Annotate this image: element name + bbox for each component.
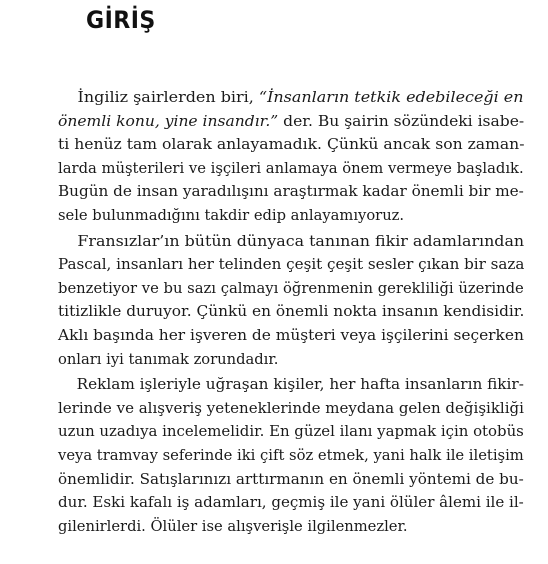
text-line: Aklı başında her işveren de müşteri veya işçilerini seçerken <box>58 326 524 344</box>
text-line: lerinde ve alışveriş yeteneklerinde meydana gelen değişikliği <box>58 399 524 417</box>
text-line: gilenirlerdi. Ölüler ise alışverişle ilgilenmezler. <box>58 517 408 535</box>
text-line: Bugün de insan yaradılışını araştırmak kadar önemli bir me- <box>58 183 524 201</box>
text-line <box>58 86 544 110</box>
text-line: sele bulunmadığını takdir edip anlayamıyoruz. <box>58 206 405 224</box>
text-line: onları iyi tanımak zorundadır. <box>58 350 279 368</box>
line-text: der. Bu şairin sözündeki isabe- <box>278 112 525 130</box>
paragraph-2 <box>58 230 524 372</box>
text-line: dur. Eski kafalı iş adamları, geçmiş ile yani ölüler âlemi ile il- <box>58 494 524 512</box>
paragraph-3 <box>58 373 524 538</box>
text-line: larda müşterileri ve işçileri anlamaya önem vermeye başladık. <box>58 159 524 177</box>
text-line: Reklam işleriyle uğraşan kişiler, her hafta insanların fikir- <box>76 376 524 394</box>
line-text: İngiliz şairlerden biri, <box>77 89 259 106</box>
text-line <box>58 110 524 134</box>
text-line: önemlidir. Satışlarınızı arttırmanın en önemli yöntemi de bu- <box>58 470 524 488</box>
text-line: veya tramvay seferinde iki çift söz etmek, yani halk ile iletişim <box>58 446 524 464</box>
body-text <box>58 86 524 538</box>
quote-text: önemli konu, yine insandır.” <box>58 112 279 130</box>
paragraph-1 <box>58 86 524 228</box>
text-line: Pascal, insanları her telinden çeşit çeşit sesler çıkan bir saza <box>58 256 525 274</box>
chapter-heading: GİRİŞ <box>86 6 156 34</box>
quote-text: “İnsanların tetkik edebileceği en <box>258 89 524 106</box>
text-line: uzun uzadıya incelemelidir. En güzel ilanı yapmak için otobüs <box>58 423 524 441</box>
text-line: titizlikle duruyor. Çünkü en önemli nokta insanın kendisidir. <box>58 303 525 321</box>
text-line: Fransızlar’ın bütün dünyaca tanınan fikir adamlarından <box>77 232 525 250</box>
text-line: benzetiyor ve bu sazı çalmayı öğrenmenin gerekliliği üzerinde <box>58 279 524 297</box>
text-line: ti henüz tam olarak anlayamadık. Çünkü ancak son zaman- <box>58 136 525 154</box>
